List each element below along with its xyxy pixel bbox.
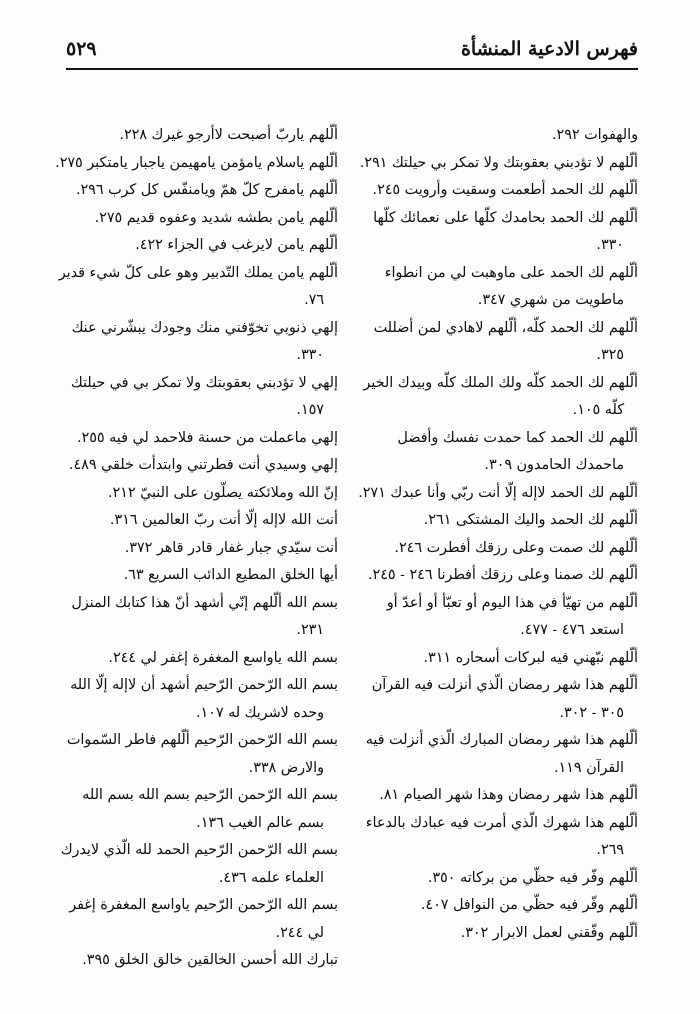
- index-entry: إنّ الله وملائكته يصلّون على النبيّ ٢١٢.: [107, 484, 338, 501]
- index-entry: ألّلهم هذا شهرك الّذي أمرت فيه عبادك بالدعاء ٢٦٩.: [365, 814, 638, 858]
- index-entry: بسم الله الرّحمن الرّحيم بسم الله بسم الله بسم عالم الغيب ١٣٦.: [82, 787, 338, 831]
- index-entry: ألّلهم لك الحمد لاإله إلّا أنت ربّي وأنا عبدك ٢٧١.: [358, 484, 638, 501]
- index-entry: ألّلهم من تهيّأ في هذا اليوم أو تعبّأ أو أعدّ أو استعد ٤٧٦ - ٤٧٧.: [386, 594, 638, 638]
- index-entry: ألّلهم لك صمنا وعلى رزقك أفطرنا ٢٤٦ - ٢٤٥.: [367, 567, 638, 583]
- index-entry: ألّلهم لك الحمد كلّه ولك الملك كلّه وبيدك الخير كلّه ١٠٥.: [363, 374, 638, 418]
- index-column-left: [52, 122, 338, 975]
- index-entry: ألّلهم لك الحمد كلّه، ألّلهم لاهادي لمن أضللت ٣٢٥.: [373, 319, 638, 363]
- index-entry: ألّلهم يامفرج كلّ همّ ويامنفّس كل كرب ٢٩٦.: [75, 182, 338, 198]
- index-entry: ألّلهم لك الحمد أطعمت وسقيت وأرويت ٢٤٥.: [372, 182, 638, 198]
- page-header: [66, 36, 638, 68]
- index-entry: ألّلهم لك الحمد بحامدك كلّها على نعمائك كلّها ٣٣٠.: [373, 209, 638, 253]
- index-entry: ألّلهم يامن بطشه شديد وعفوه قديم ٢٧٥.: [94, 209, 338, 226]
- index-entry: ألّلهم يامن يملك التّدبير وهو على كلّ شيء قدير ٧٦.: [58, 264, 338, 308]
- index-entry: إلهي لا تؤدبني بعقوبتك ولا تمكر بي في حيلتك ١٥٧.: [70, 374, 338, 418]
- index-entry: أنت الله لاإله إلّا أنت ربّ العالمين ٣١٦.: [109, 512, 338, 528]
- header-title: فهرس الادعية المنشأة: [460, 38, 638, 60]
- index-entry: ألّلهم وفّر فيه حظّي من بركاته ٣٥٠.: [427, 869, 638, 886]
- index-entry: إلهي ماعملت من حسنة فلاحمد لي فيه ٢٥٥.: [77, 429, 338, 446]
- index-entry: بسم الله الرّحمن الرّحيم الحمد لله الّذي لايدرك العلماء علمه ٤٣٦.: [60, 842, 338, 886]
- index-entry: والهفوات ٢٩٢.: [551, 127, 638, 143]
- index-entry: ألّلهم وفّر فيه حظّي من النوافل ٤٠٧.: [420, 897, 638, 913]
- index-entry: أيها الخلق المطيع الدائب السريع ٦٣.: [123, 567, 338, 583]
- index-entry: إلهي ذنوبي تخوّفني منك وجودك يبشّرني عنك ٣٣٠.: [71, 319, 338, 363]
- index-entry: ألّلهم وفّقني لعمل الابرار ٣٠٢.: [460, 924, 638, 941]
- index-entry: ألّلهم هذا شهر رمضان الّذي أنزلت فيه القرآن ٣٠٥ - ٣٠٢.: [371, 677, 638, 721]
- index-entry: ألّلهم لك الحمد واليك المشتكى ٢٦١.: [423, 512, 638, 528]
- index-entry: ألّلهم نبّهني فيه لبركات أسحاره ٣١١.: [423, 649, 638, 666]
- index-entry: ألّلهم لك الحمد على ماوهبت لي من انطواء ماطويت من شهري ٣٤٧.: [384, 264, 638, 308]
- index-entry: ألّلهم هذا شهر رمضان وهذا شهر الصيام ٨١.: [379, 787, 638, 803]
- index-entry: بسم الله الرّحمن الرّحيم ياواسع المغفرة إغفر لي ٢٤٤.: [69, 897, 338, 941]
- index-entry: ألّلهم لا تؤدبني بعقوبتك ولا تمكر بي حيلتك ٢٩١.: [359, 154, 638, 171]
- index-entry: ألّلهم هذا شهر رمضان المبارك الّذي أنزلت فيه القرآن ١١٩.: [365, 732, 638, 776]
- index-entry: ألّلهم ياسلام يامؤمن يامهيمن ياجبار يامتكبر ٢٧٥.: [55, 154, 338, 171]
- index-entry: ألّلهم لك صمت وعلى رزقك أفطرت ٢٤٦.: [394, 539, 638, 556]
- index-entry: بسم الله ألّلهم إنّي أشهد أنّ هذا كتابك المنزل ٢٣١.: [71, 594, 338, 638]
- index-entry: إلهي وسيدي أنت فطرتني وابتدأت خلقي ٤٨٩.: [68, 457, 338, 473]
- index-entry: بسم الله ياواسع المغفرة إغفر لي ٢٤٤.: [108, 649, 338, 666]
- header-rule: [66, 68, 638, 70]
- index-entry: بسم الله الرّحمن الرّحيم أشهد أن لاإله إلّا الله وحده لاشريك له ١٠٧.: [70, 677, 338, 721]
- index-entry: ألّلهم لك الحمد كما حمدت نفسك وأفضل ماحمدك الحامدون ٣٠٩.: [397, 429, 638, 473]
- page-number: ٥٢٩: [66, 38, 97, 60]
- index-entry: أنت سيّدي جبار غفار قادر قاهر ٣٧٢.: [124, 539, 338, 556]
- index-entry: ألّلهم ياربّ أصبحت لاأرجو غيرك ٢٢٨.: [119, 127, 338, 143]
- index-entry: بسم الله الرّحمن الرّحيم ألّلهم فاطر السّموات والارض ٣٣٨.: [66, 732, 338, 776]
- index-entry: ألّلهم يامن لايرغب في الجزاء ٤٢٢.: [135, 237, 338, 253]
- index-entry: تبارك الله أحسن الخالقين خالق الخلق ٣٩٥.: [82, 952, 338, 968]
- index-column-right: [352, 122, 638, 947]
